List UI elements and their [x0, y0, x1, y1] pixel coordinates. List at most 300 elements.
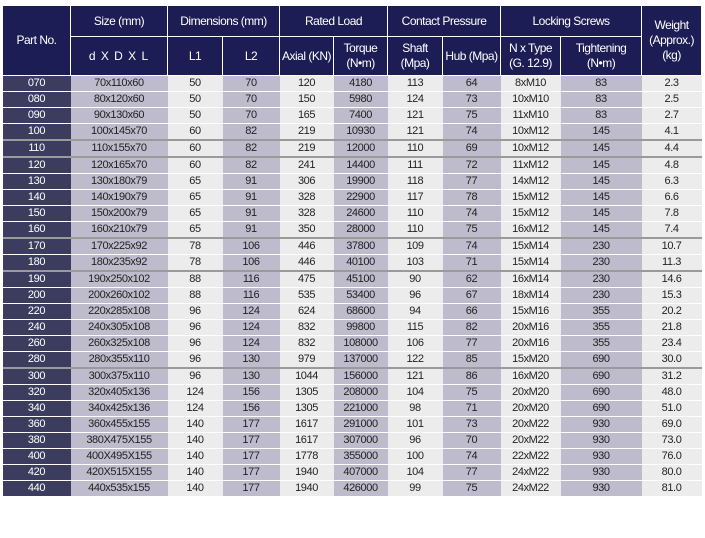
table-row	[3, 352, 702, 369]
cell-l1: 124	[168, 385, 223, 401]
cell-l1: 65	[168, 222, 223, 239]
cell-axial: 219	[280, 140, 334, 157]
cell-hub: 62	[443, 271, 501, 288]
cell-screw-type: 24xM22	[501, 465, 561, 481]
cell-axial: 328	[280, 190, 334, 206]
cell-shaft: 99	[388, 481, 443, 497]
cell-torque: 37800	[334, 238, 388, 255]
header-rated-load: Rated Load	[280, 6, 388, 37]
cell-weight: 51.0	[642, 401, 702, 417]
cell-part-no: 100	[3, 124, 71, 141]
cell-tightening: 230	[561, 271, 642, 288]
cell-size: 440x535x155	[71, 481, 168, 497]
cell-torque: 108000	[334, 336, 388, 352]
cell-l2: 177	[223, 465, 280, 481]
cell-size: 220x285x108	[71, 304, 168, 320]
cell-weight: 81.0	[642, 481, 702, 497]
cell-l1: 65	[168, 190, 223, 206]
table-row	[3, 76, 702, 92]
cell-axial: 165	[280, 108, 334, 124]
cell-part-no: 080	[3, 92, 71, 108]
cell-screw-type: 14xM12	[501, 174, 561, 190]
cell-shaft: 104	[388, 385, 443, 401]
header-size: Size (mm)	[71, 6, 168, 37]
table-row	[3, 190, 702, 206]
cell-part-no: 220	[3, 304, 71, 320]
cell-shaft: 90	[388, 271, 443, 288]
cell-size: 190x250x102	[71, 271, 168, 288]
table-row	[3, 124, 702, 141]
cell-l1: 60	[168, 157, 223, 174]
cell-tightening: 83	[561, 92, 642, 108]
cell-l2: 70	[223, 108, 280, 124]
cell-screw-type: 11xM12	[501, 157, 561, 174]
cell-screw-type: 22xM22	[501, 449, 561, 465]
cell-hub: 70	[443, 433, 501, 449]
cell-axial: 1305	[280, 385, 334, 401]
cell-torque: 68600	[334, 304, 388, 320]
cell-l2: 82	[223, 140, 280, 157]
cell-l1: 65	[168, 174, 223, 190]
cell-hub: 75	[443, 108, 501, 124]
cell-hub: 74	[443, 238, 501, 255]
cell-hub: 86	[443, 368, 501, 385]
cell-shaft: 121	[388, 368, 443, 385]
cell-tightening: 355	[561, 320, 642, 336]
cell-torque: 291000	[334, 417, 388, 433]
cell-shaft: 104	[388, 465, 443, 481]
cell-part-no: 120	[3, 157, 71, 174]
cell-hub: 73	[443, 417, 501, 433]
cell-shaft: 111	[388, 157, 443, 174]
cell-part-no: 420	[3, 465, 71, 481]
table-row	[3, 222, 702, 239]
header-axial: Axial (KN)	[280, 37, 334, 76]
cell-shaft: 98	[388, 401, 443, 417]
cell-l1: 50	[168, 92, 223, 108]
table-row	[3, 368, 702, 385]
cell-screw-type: 20xM16	[501, 320, 561, 336]
cell-l1: 65	[168, 206, 223, 222]
cell-size: 280x355x110	[71, 352, 168, 369]
cell-part-no: 110	[3, 140, 71, 157]
cell-screw-type: 15xM14	[501, 238, 561, 255]
cell-hub: 85	[443, 352, 501, 369]
cell-shaft: 110	[388, 140, 443, 157]
cell-part-no: 160	[3, 222, 71, 239]
cell-weight: 20.2	[642, 304, 702, 320]
cell-screw-type: 15xM12	[501, 190, 561, 206]
cell-hub: 82	[443, 320, 501, 336]
cell-shaft: 124	[388, 92, 443, 108]
cell-l1: 88	[168, 288, 223, 304]
cell-hub: 78	[443, 190, 501, 206]
cell-l2: 91	[223, 174, 280, 190]
cell-l1: 124	[168, 401, 223, 417]
cell-hub: 75	[443, 222, 501, 239]
cell-tightening: 230	[561, 288, 642, 304]
cell-screw-type: 20xM16	[501, 336, 561, 352]
cell-l1: 78	[168, 255, 223, 272]
cell-l1: 96	[168, 336, 223, 352]
table-row	[3, 206, 702, 222]
cell-l2: 177	[223, 433, 280, 449]
cell-screw-type: 10xM10	[501, 92, 561, 108]
cell-hub: 72	[443, 157, 501, 174]
cell-hub: 77	[443, 174, 501, 190]
header-type: N x Type (G. 12.9)	[501, 37, 561, 76]
table-row	[3, 304, 702, 320]
cell-shaft: 100	[388, 449, 443, 465]
table-row	[3, 385, 702, 401]
cell-l1: 96	[168, 368, 223, 385]
cell-l2: 106	[223, 255, 280, 272]
cell-tightening: 230	[561, 238, 642, 255]
cell-axial: 1778	[280, 449, 334, 465]
cell-torque: 221000	[334, 401, 388, 417]
cell-l2: 124	[223, 320, 280, 336]
cell-size: 360x455x155	[71, 417, 168, 433]
cell-tightening: 145	[561, 174, 642, 190]
cell-weight: 4.4	[642, 140, 702, 157]
cell-axial: 241	[280, 157, 334, 174]
cell-hub: 77	[443, 336, 501, 352]
cell-hub: 67	[443, 288, 501, 304]
header-contact-pressure: Contact Pressure	[388, 6, 501, 37]
cell-part-no: 190	[3, 271, 71, 288]
cell-l2: 124	[223, 336, 280, 352]
cell-tightening: 930	[561, 449, 642, 465]
cell-screw-type: 11xM10	[501, 108, 561, 124]
cell-weight: 11.3	[642, 255, 702, 272]
cell-shaft: 106	[388, 336, 443, 352]
cell-tightening: 83	[561, 76, 642, 92]
cell-shaft: 94	[388, 304, 443, 320]
header-hub: Hub (Mpa)	[443, 37, 501, 76]
cell-part-no: 200	[3, 288, 71, 304]
cell-l2: 91	[223, 190, 280, 206]
cell-axial: 832	[280, 320, 334, 336]
table-row	[3, 433, 702, 449]
cell-shaft: 113	[388, 76, 443, 92]
cell-torque: 426000	[334, 481, 388, 497]
cell-weight: 10.7	[642, 238, 702, 255]
cell-screw-type: 16xM20	[501, 368, 561, 385]
cell-hub: 71	[443, 255, 501, 272]
cell-weight: 7.8	[642, 206, 702, 222]
cell-shaft: 122	[388, 352, 443, 369]
cell-axial: 120	[280, 76, 334, 92]
cell-torque: 40100	[334, 255, 388, 272]
cell-shaft: 110	[388, 222, 443, 239]
cell-screw-type: 20xM22	[501, 417, 561, 433]
cell-shaft: 103	[388, 255, 443, 272]
table-row	[3, 238, 702, 255]
cell-tightening: 690	[561, 368, 642, 385]
cell-torque: 24600	[334, 206, 388, 222]
cell-part-no: 150	[3, 206, 71, 222]
cell-tightening: 145	[561, 140, 642, 157]
cell-torque: 4180	[334, 76, 388, 92]
cell-l2: 130	[223, 368, 280, 385]
cell-l1: 96	[168, 352, 223, 369]
cell-screw-type: 24xM22	[501, 481, 561, 497]
table-row	[3, 140, 702, 157]
cell-size: 130x180x79	[71, 174, 168, 190]
cell-size: 380X475X155	[71, 433, 168, 449]
cell-tightening: 930	[561, 465, 642, 481]
cell-axial: 446	[280, 238, 334, 255]
cell-part-no: 300	[3, 368, 71, 385]
cell-tightening: 355	[561, 336, 642, 352]
cell-screw-type: 15xM12	[501, 206, 561, 222]
cell-size: 200x260x102	[71, 288, 168, 304]
cell-part-no: 380	[3, 433, 71, 449]
cell-part-no: 170	[3, 238, 71, 255]
cell-torque: 407000	[334, 465, 388, 481]
cell-weight: 15.3	[642, 288, 702, 304]
cell-l2: 70	[223, 76, 280, 92]
cell-tightening: 230	[561, 255, 642, 272]
cell-tightening: 355	[561, 304, 642, 320]
cell-axial: 979	[280, 352, 334, 369]
cell-hub: 75	[443, 481, 501, 497]
cell-weight: 69.0	[642, 417, 702, 433]
cell-part-no: 240	[3, 320, 71, 336]
cell-tightening: 145	[561, 222, 642, 239]
cell-tightening: 83	[561, 108, 642, 124]
cell-tightening: 930	[561, 417, 642, 433]
cell-size: 240x305x108	[71, 320, 168, 336]
cell-shaft: 118	[388, 174, 443, 190]
cell-part-no: 260	[3, 336, 71, 352]
cell-l2: 91	[223, 206, 280, 222]
cell-axial: 1940	[280, 465, 334, 481]
cell-tightening: 690	[561, 385, 642, 401]
cell-shaft: 121	[388, 124, 443, 141]
cell-weight: 2.7	[642, 108, 702, 124]
table-row	[3, 271, 702, 288]
cell-hub: 74	[443, 206, 501, 222]
cell-torque: 45100	[334, 271, 388, 288]
cell-l2: 82	[223, 157, 280, 174]
table-body	[3, 76, 702, 497]
cell-axial: 1305	[280, 401, 334, 417]
cell-hub: 71	[443, 401, 501, 417]
cell-part-no: 440	[3, 481, 71, 497]
cell-part-no: 400	[3, 449, 71, 465]
cell-torque: 5980	[334, 92, 388, 108]
cell-size: 160x210x79	[71, 222, 168, 239]
cell-shaft: 115	[388, 320, 443, 336]
cell-weight: 14.6	[642, 271, 702, 288]
cell-size: 150x200x79	[71, 206, 168, 222]
table-row	[3, 320, 702, 336]
table-row	[3, 336, 702, 352]
cell-size: 140x190x79	[71, 190, 168, 206]
table-row	[3, 108, 702, 124]
cell-shaft: 109	[388, 238, 443, 255]
cell-weight: 7.4	[642, 222, 702, 239]
cell-screw-type: 18xM14	[501, 288, 561, 304]
cell-tightening: 690	[561, 352, 642, 369]
cell-l1: 140	[168, 433, 223, 449]
cell-screw-type: 16xM12	[501, 222, 561, 239]
table-row	[3, 288, 702, 304]
cell-torque: 22900	[334, 190, 388, 206]
cell-hub: 75	[443, 385, 501, 401]
cell-torque: 19900	[334, 174, 388, 190]
cell-weight: 4.1	[642, 124, 702, 141]
cell-l2: 124	[223, 304, 280, 320]
cell-size: 170x225x92	[71, 238, 168, 255]
table-row	[3, 481, 702, 497]
cell-hub: 64	[443, 76, 501, 92]
cell-shaft: 121	[388, 108, 443, 124]
cell-l2: 82	[223, 124, 280, 141]
cell-size: 400X495X155	[71, 449, 168, 465]
cell-axial: 446	[280, 255, 334, 272]
table-row	[3, 174, 702, 190]
cell-torque: 12000	[334, 140, 388, 157]
cell-tightening: 690	[561, 401, 642, 417]
cell-l2: 116	[223, 271, 280, 288]
cell-axial: 1617	[280, 417, 334, 433]
cell-l2: 106	[223, 238, 280, 255]
cell-hub: 66	[443, 304, 501, 320]
cell-screw-type: 20xM20	[501, 385, 561, 401]
cell-part-no: 070	[3, 76, 71, 92]
cell-tightening: 145	[561, 206, 642, 222]
cell-size: 300x375x110	[71, 368, 168, 385]
cell-screw-type: 10xM12	[501, 124, 561, 141]
cell-weight: 73.0	[642, 433, 702, 449]
cell-torque: 28000	[334, 222, 388, 239]
cell-torque: 53400	[334, 288, 388, 304]
cell-l1: 60	[168, 124, 223, 141]
cell-screw-type: 15xM16	[501, 304, 561, 320]
cell-hub: 73	[443, 92, 501, 108]
cell-tightening: 145	[561, 157, 642, 174]
cell-l2: 177	[223, 481, 280, 497]
cell-part-no: 280	[3, 352, 71, 369]
cell-size: 100x145x70	[71, 124, 168, 141]
cell-part-no: 320	[3, 385, 71, 401]
header-torque: Torque (N•m)	[334, 37, 388, 76]
cell-weight: 48.0	[642, 385, 702, 401]
cell-axial: 1044	[280, 368, 334, 385]
cell-l2: 91	[223, 222, 280, 239]
cell-l1: 140	[168, 417, 223, 433]
header-l1: L1	[168, 37, 223, 76]
cell-weight: 30.0	[642, 352, 702, 369]
cell-tightening: 930	[561, 433, 642, 449]
cell-part-no: 180	[3, 255, 71, 272]
cell-l2: 177	[223, 417, 280, 433]
cell-size: 110x155x70	[71, 140, 168, 157]
cell-torque: 99800	[334, 320, 388, 336]
cell-weight: 2.5	[642, 92, 702, 108]
cell-l2: 156	[223, 385, 280, 401]
cell-screw-type: 10xM12	[501, 140, 561, 157]
header-weight: Weight (Approx.) (kg)	[642, 6, 702, 76]
header-shaft: Shaft (Mpa)	[388, 37, 443, 76]
cell-tightening: 930	[561, 481, 642, 497]
cell-weight: 80.0	[642, 465, 702, 481]
cell-torque: 7400	[334, 108, 388, 124]
cell-size: 90x130x60	[71, 108, 168, 124]
cell-part-no: 340	[3, 401, 71, 417]
cell-shaft: 117	[388, 190, 443, 206]
cell-l1: 50	[168, 108, 223, 124]
cell-weight: 4.8	[642, 157, 702, 174]
cell-weight: 31.2	[642, 368, 702, 385]
cell-torque: 156000	[334, 368, 388, 385]
header-locking-screws: Locking Screws	[501, 6, 642, 37]
table-row	[3, 465, 702, 481]
cell-weight: 6.6	[642, 190, 702, 206]
cell-torque: 10930	[334, 124, 388, 141]
cell-axial: 328	[280, 206, 334, 222]
cell-axial: 150	[280, 92, 334, 108]
cell-weight: 2.3	[642, 76, 702, 92]
table-row	[3, 255, 702, 272]
table-row	[3, 157, 702, 174]
cell-size: 180x235x92	[71, 255, 168, 272]
table-row	[3, 92, 702, 108]
cell-l1: 96	[168, 320, 223, 336]
cell-torque: 307000	[334, 433, 388, 449]
cell-weight: 6.3	[642, 174, 702, 190]
cell-axial: 350	[280, 222, 334, 239]
cell-l1: 50	[168, 76, 223, 92]
cell-axial: 535	[280, 288, 334, 304]
cell-screw-type: 20xM20	[501, 401, 561, 417]
cell-axial: 832	[280, 336, 334, 352]
cell-hub: 69	[443, 140, 501, 157]
cell-shaft: 110	[388, 206, 443, 222]
cell-shaft: 96	[388, 288, 443, 304]
cell-size: 120x165x70	[71, 157, 168, 174]
cell-hub: 77	[443, 465, 501, 481]
cell-size: 70x110x60	[71, 76, 168, 92]
cell-tightening: 145	[561, 124, 642, 141]
cell-part-no: 140	[3, 190, 71, 206]
cell-screw-type: 15xM14	[501, 255, 561, 272]
cell-size: 420X515X155	[71, 465, 168, 481]
cell-tightening: 145	[561, 190, 642, 206]
cell-shaft: 96	[388, 433, 443, 449]
cell-hub: 74	[443, 449, 501, 465]
cell-part-no: 090	[3, 108, 71, 124]
cell-torque: 137000	[334, 352, 388, 369]
cell-hub: 74	[443, 124, 501, 141]
cell-part-no: 360	[3, 417, 71, 433]
cell-axial: 624	[280, 304, 334, 320]
cell-screw-type: 20xM22	[501, 433, 561, 449]
cell-axial: 1940	[280, 481, 334, 497]
cell-torque: 208000	[334, 385, 388, 401]
cell-l1: 140	[168, 449, 223, 465]
cell-l1: 88	[168, 271, 223, 288]
cell-l2: 116	[223, 288, 280, 304]
cell-screw-type: 8xM10	[501, 76, 561, 92]
cell-axial: 306	[280, 174, 334, 190]
cell-torque: 355000	[334, 449, 388, 465]
table-row	[3, 449, 702, 465]
cell-l1: 140	[168, 481, 223, 497]
cell-screw-type: 15xM20	[501, 352, 561, 369]
